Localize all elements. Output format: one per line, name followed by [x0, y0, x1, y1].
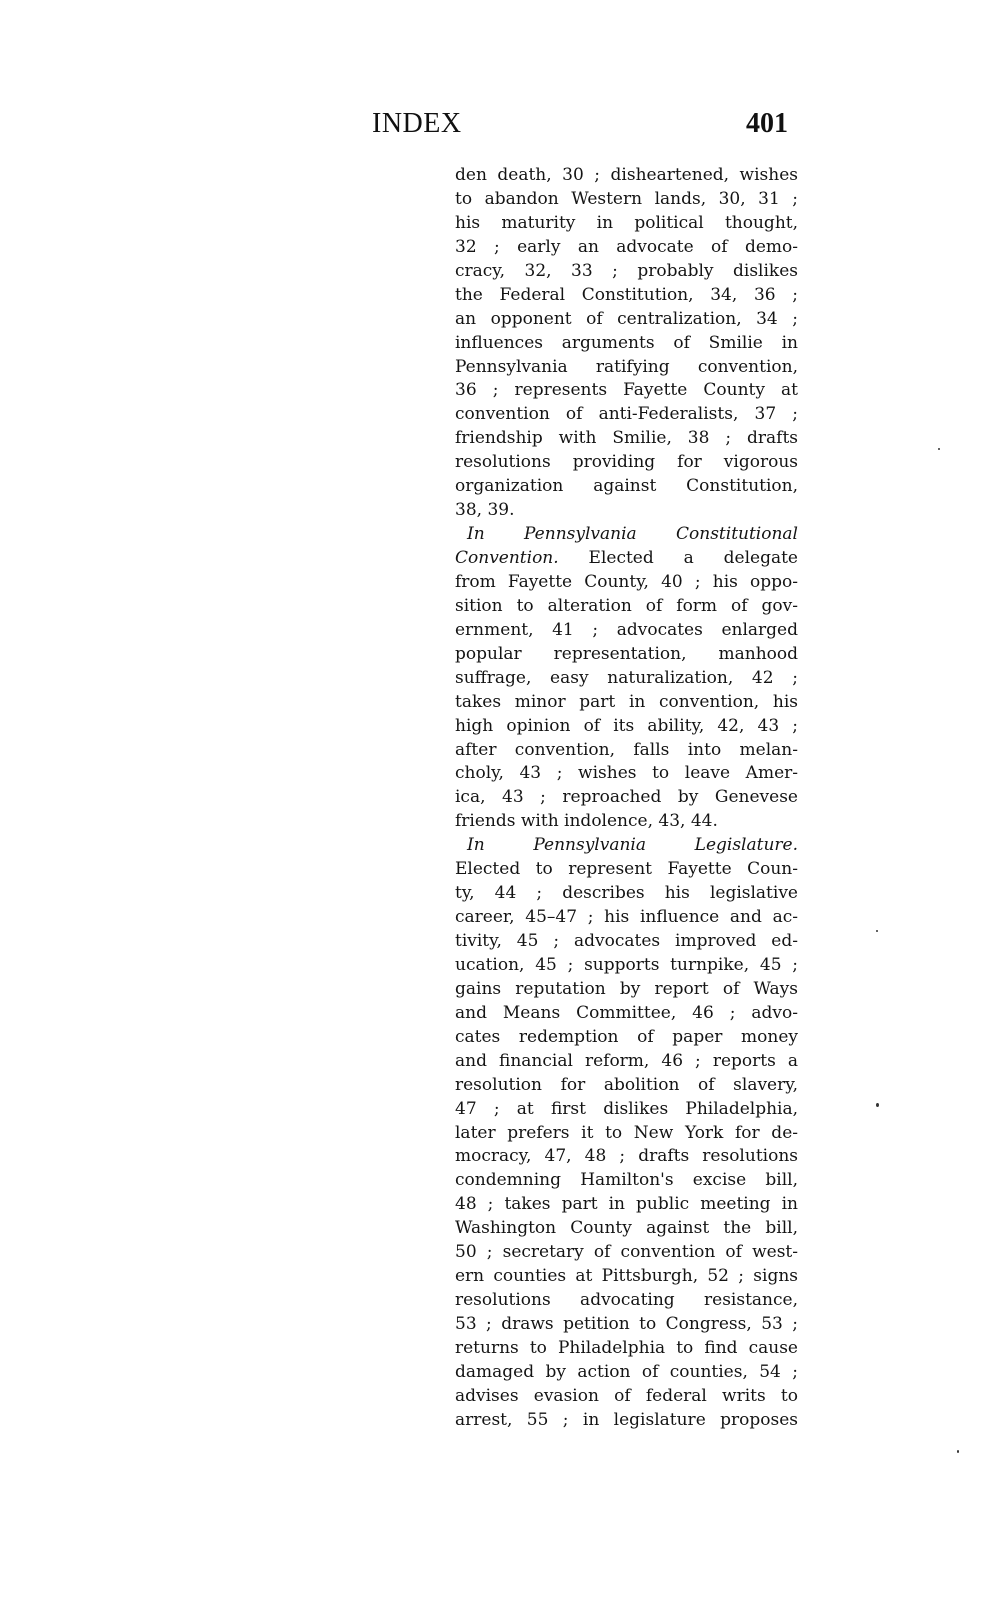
index-line: cates redemption of paper money: [455, 1026, 798, 1047]
index-line: and financial reform, 46 ; reports a: [455, 1050, 798, 1071]
index-line: career, 45–47 ; his influence and ac-: [455, 907, 798, 928]
index-column: [455, 164, 798, 1433]
index-line: suffrage, easy naturalization, 42 ;: [455, 667, 798, 688]
index-line: gains reputation by report of Ways: [455, 978, 798, 999]
index-line: cracy, 32, 33 ; probably dislikes: [455, 260, 798, 281]
section-heading-convention: [455, 523, 798, 547]
index-line: later prefers it to New York for de-: [455, 1122, 798, 1143]
index-line: his maturity in political thought,: [455, 212, 798, 233]
index-line: den death, 30 ; disheartened, wishes: [455, 165, 798, 185]
index-line: takes minor part in convention, his: [455, 691, 798, 712]
index-line: ty, 44 ; describes his legislative: [455, 883, 798, 904]
page-number: 401: [746, 108, 788, 139]
index-title: INDEX: [372, 108, 462, 139]
index-line: damaged by action of counties, 54 ;: [455, 1361, 798, 1382]
index-line: 48 ; takes part in public meeting in: [455, 1194, 798, 1215]
index-line: ucation, 45 ; supports turnpike, 45 ;: [455, 954, 798, 975]
index-line: returns to Philadelphia to find cause: [455, 1337, 798, 1358]
index-line: 50 ; secretary of convention of west-: [455, 1242, 798, 1263]
index-line: friendship with Smilie, 38 ; drafts: [455, 428, 798, 449]
index-line: an opponent of centralization, 34 ;: [455, 308, 798, 329]
convention-word-italic: Convention.: [455, 548, 559, 568]
index-line: friends with indolence, 43, 44.: [455, 811, 718, 832]
index-line: from Fayette County, 40 ; his oppo-: [455, 571, 798, 592]
index-line: arrest, 55 ; in legislature proposes: [455, 1409, 798, 1430]
scan-speck: [938, 448, 940, 450]
index-line: and Means Committee, 46 ; advo-: [455, 1002, 798, 1023]
index-line: sition to alteration of form of gov-: [455, 595, 798, 616]
index-line: 53 ; draws petition to Congress, 53 ;: [455, 1314, 798, 1334]
index-line: Pennsylvania ratifying convention,: [455, 356, 798, 377]
index-line: 32 ; early an advocate of demo-: [455, 236, 798, 257]
index-line: Elected to represent Fayette Coun-: [455, 859, 798, 880]
index-line: the Federal Constitution, 34, 36 ;: [455, 284, 798, 305]
scan-speck: [957, 1450, 959, 1453]
index-line: condemning Hamilton's excise bill,: [455, 1170, 798, 1191]
index-line: to abandon Western lands, 30, 31 ;: [455, 188, 798, 209]
index-line: choly, 43 ; wishes to leave Amer-: [455, 763, 798, 784]
index-line: influences arguments of Smilie in: [455, 332, 798, 353]
index-line: organization against Constitution,: [455, 476, 798, 497]
legislature-heading-italic: In Pennsylvania Legislature.: [467, 835, 798, 856]
index-line: convention of anti-Federalists, 37 ;: [455, 404, 798, 425]
index-line: tivity, 45 ; advocates improved ed-: [455, 931, 798, 951]
scan-speck: [876, 930, 878, 932]
index-line-convention-start: Convention. Elected a delegate: [455, 548, 798, 568]
index-line: mocracy, 47, 48 ; drafts resolutions: [455, 1146, 798, 1167]
index-line: high opinion of its ability, 42, 43 ;: [455, 715, 798, 736]
scan-speck: [876, 1103, 879, 1107]
index-line: Washington County against the bill,: [455, 1218, 798, 1239]
index-line: 47 ; at first dislikes Philadelphia,: [455, 1098, 798, 1119]
index-line: popular representation, manhood: [455, 643, 798, 664]
index-line: resolution for abolition of slavery,: [455, 1074, 798, 1095]
running-head: [372, 104, 788, 144]
index-line: after convention, falls into melan-: [455, 739, 798, 760]
index-line: ica, 43 ; reproached by Genevese: [455, 787, 798, 808]
index-line: advises evasion of federal writs to: [455, 1385, 798, 1406]
index-line: resolutions providing for vigorous: [455, 452, 798, 473]
index-line: 36 ; represents Fayette County at: [455, 380, 798, 401]
section-heading-legislature: [455, 834, 798, 858]
index-line: ernment, 41 ; advocates enlarged: [455, 619, 798, 640]
index-line: resolutions advocating resistance,: [455, 1290, 798, 1311]
index-line: 38, 39.: [455, 500, 515, 521]
index-line: ern counties at Pittsburgh, 52 ; signs: [455, 1266, 798, 1287]
convention-heading-italic: In Pennsylvania Constitutional: [467, 524, 798, 545]
